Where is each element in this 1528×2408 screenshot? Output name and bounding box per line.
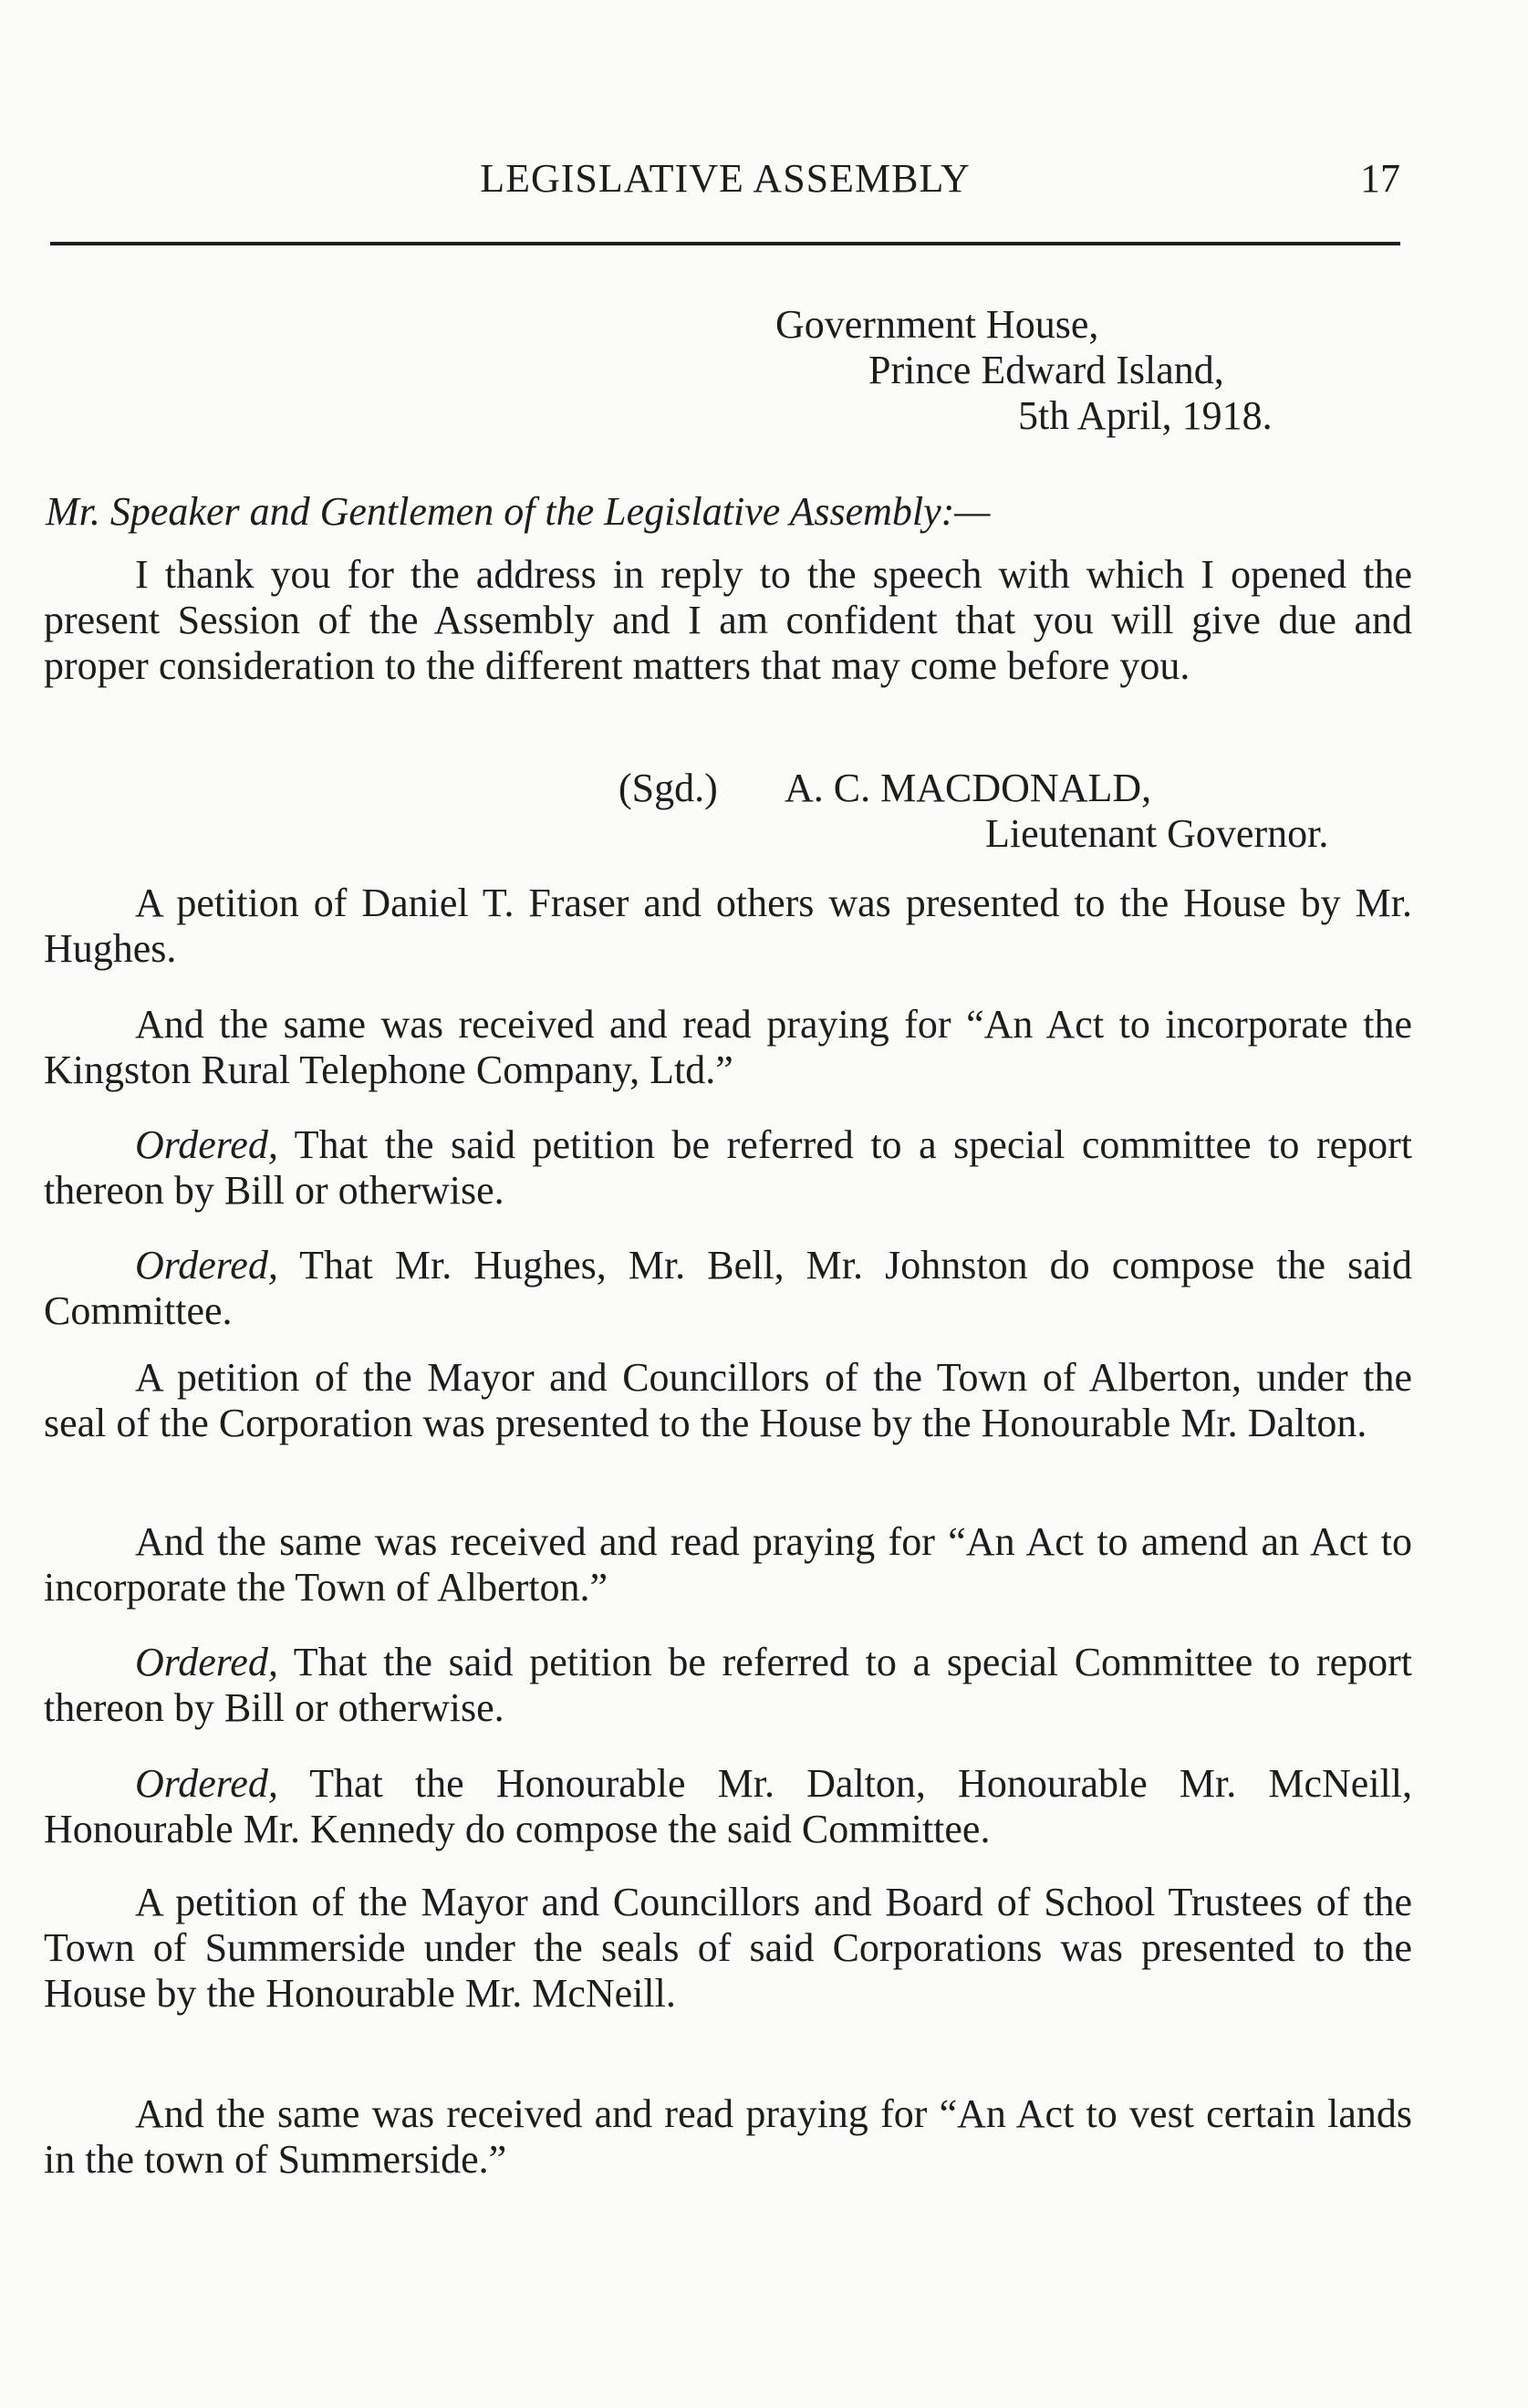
ordered-lead: Ordered, [135, 1122, 278, 1167]
journal-paragraph: Ordered, That the said petition be referred to a special committee to report thereon by Bill or otherwise. [44, 1122, 1412, 1213]
message-paragraph: I thank you for the address in reply to the speech with which I opened the present Session of the Assembly and I am confident that you will give due and proper consideration to the different matters that may come before you. [44, 552, 1412, 688]
address-line-1: Government House, [775, 302, 1099, 347]
journal-paragraph: A petition of Daniel T. Fraser and others was presented to the House by Mr. Hughes. [44, 881, 1412, 971]
signature-name: A. C. MACDONALD, [785, 766, 1152, 810]
running-title: LEGISLATIVE ASSEMBLY [480, 156, 971, 201]
ordered-lead: Ordered, [135, 1243, 278, 1287]
header-rule [50, 242, 1400, 245]
journal-paragraph: Ordered, That the Honourable Mr. Dalton, Honourable Mr. McNeill, Honourable Mr. Kennedy do compose the said Committee. [44, 1761, 1412, 1851]
page-number: 17 [1360, 156, 1400, 201]
journal-paragraph: A petition of the Mayor and Councillors of the Town of Alberton, under the seal of the Corporation was presented to the House by the Honourable Mr. Dalton. [44, 1355, 1412, 1445]
journal-paragraph: And the same was received and read praying for “An Act to amend an Act to incorporate the Town of Alberton.” [44, 1519, 1412, 1610]
address-line-2: Prince Edward Island, [868, 348, 1224, 392]
salutation: Mr. Speaker and Gentlemen of the Legislative Assembly:— [46, 489, 991, 534]
journal-paragraph: Ordered, That the said petition be referred to a special Committee to report thereon by Bill or otherwise. [44, 1640, 1412, 1730]
signature-title: Lieutenant Governor. [985, 811, 1329, 856]
page-header [50, 155, 1400, 210]
journal-paragraph: Ordered, That Mr. Hughes, Mr. Bell, Mr. Johnston do compose the said Committee. [44, 1243, 1412, 1333]
signature-prefix: (Sgd.) [618, 766, 718, 810]
ordered-lead: Ordered, [135, 1640, 278, 1684]
journal-paragraph: And the same was received and read praying for “An Act to incorporate the Kingston Rural Telephone Company, Ltd.” [44, 1002, 1412, 1092]
ordered-lead: Ordered, [135, 1761, 278, 1806]
journal-paragraph: And the same was received and read praying for “An Act to vest certain lands in the town of Summerside.” [44, 2091, 1412, 2182]
journal-paragraph: A petition of the Mayor and Councillors and Board of School Trustees of the Town of Summerside under the seals of said Corporations was presented to the House by the Honourable Mr. McNeill. [44, 1880, 1412, 2016]
address-date: 5th April, 1918. [1018, 393, 1273, 438]
